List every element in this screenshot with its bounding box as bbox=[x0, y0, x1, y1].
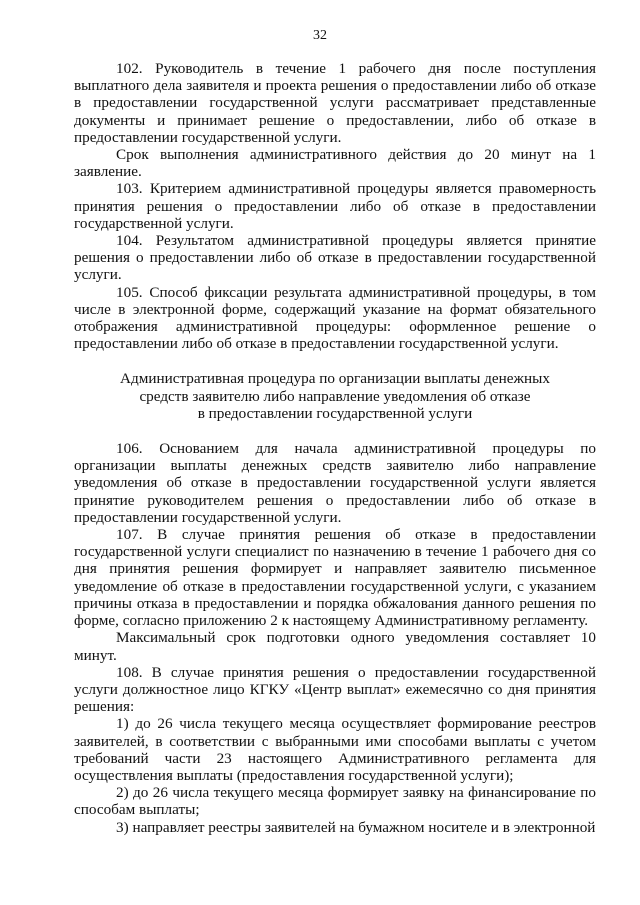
paragraph-108: 108. В случае принятия решения о предоставлении государственной услуги должностное лицо КГКУ «Центр выплат» ежемесячно со дня принятия решения: bbox=[74, 663, 596, 716]
paragraph-105: 105. Способ фиксации результата административной процедуры, в том числе в электронной форме, содержащий указание на формат обязательного отображения административной процедуры: оформленное решение о предоставлении либо об отказе в предоставлении государственной услуги. bbox=[74, 283, 596, 353]
paragraph-102: 102. Руководитель в течение 1 рабочего дня после поступления выплатного дела заявителя и проекта решения о предоставлении либо об отказе в предоставлении государственной услуги рассматривает представленные документы и принимает решение о предоставлении, либо об отказе в предоставлении государственной услуги. bbox=[74, 60, 596, 146]
list-item-2: 2) до 26 числа текущего месяца формирует заявку на финансирование по способам выплаты; bbox=[74, 784, 596, 819]
list-item-3: 3) направляет реестры заявителей на бумажном носителе и в электронной bbox=[116, 818, 596, 836]
document-body bbox=[74, 60, 596, 836]
page-number: 32 bbox=[313, 28, 327, 43]
list-item-1: 1) до 26 числа текущего месяца осуществляет формирование реестров заявителей, в соответствии с выбранными ими способами выплаты с учетом требований части 23 настоящего Административного регламента для осуществления выплаты (предоставления государственной услуги); bbox=[74, 715, 596, 784]
paragraph-103: 103. Критерием административной процедуры является правомерность принятия решения о предоставлении либо об отказе в предоставлении государственной услуги. bbox=[74, 180, 596, 232]
paragraph-102-deadline: Срок выполнения административного действия до 20 минут на 1 заявление. bbox=[74, 146, 596, 181]
section-heading bbox=[74, 370, 596, 422]
section-heading-line: средств заявителю либо направление уведомления об отказе bbox=[139, 387, 531, 405]
paragraph-104: 104. Результатом административной процедуры является принятие решения о предоставлении либо об отказе в предоставлении государственной услуги. bbox=[74, 232, 596, 284]
paragraph-107: 107. В случае принятия решения об отказе в предоставлении государственной услуги специалист по назначению в течение 1 рабочего дня со дня принятия решения формирует и направляет заявителю письменное уведомление об отказе в предоставлении государственной услуги, с указанием причины отказа в предоставлении и порядка обжалования данного решения по форме, согласно приложению 2 к настоящему Административному регламенту. bbox=[74, 526, 596, 630]
section-heading-line: в предоставлении государственной услуги bbox=[197, 404, 473, 422]
section-heading-line: Административная процедура по организации выплаты денежных bbox=[120, 370, 550, 388]
paragraph-107-deadline: Максимальный срок подготовки одного уведомления составляет 10 минут. bbox=[74, 629, 596, 664]
paragraph-106: 106. Основанием для начала административной процедуры по организации выплаты денежных средств заявителю либо направление уведомления об отказе в предоставлении государственной услуги является принятие руководителем решения о предоставлении либо об отказе в предоставлении государственной услуги. bbox=[74, 440, 596, 526]
